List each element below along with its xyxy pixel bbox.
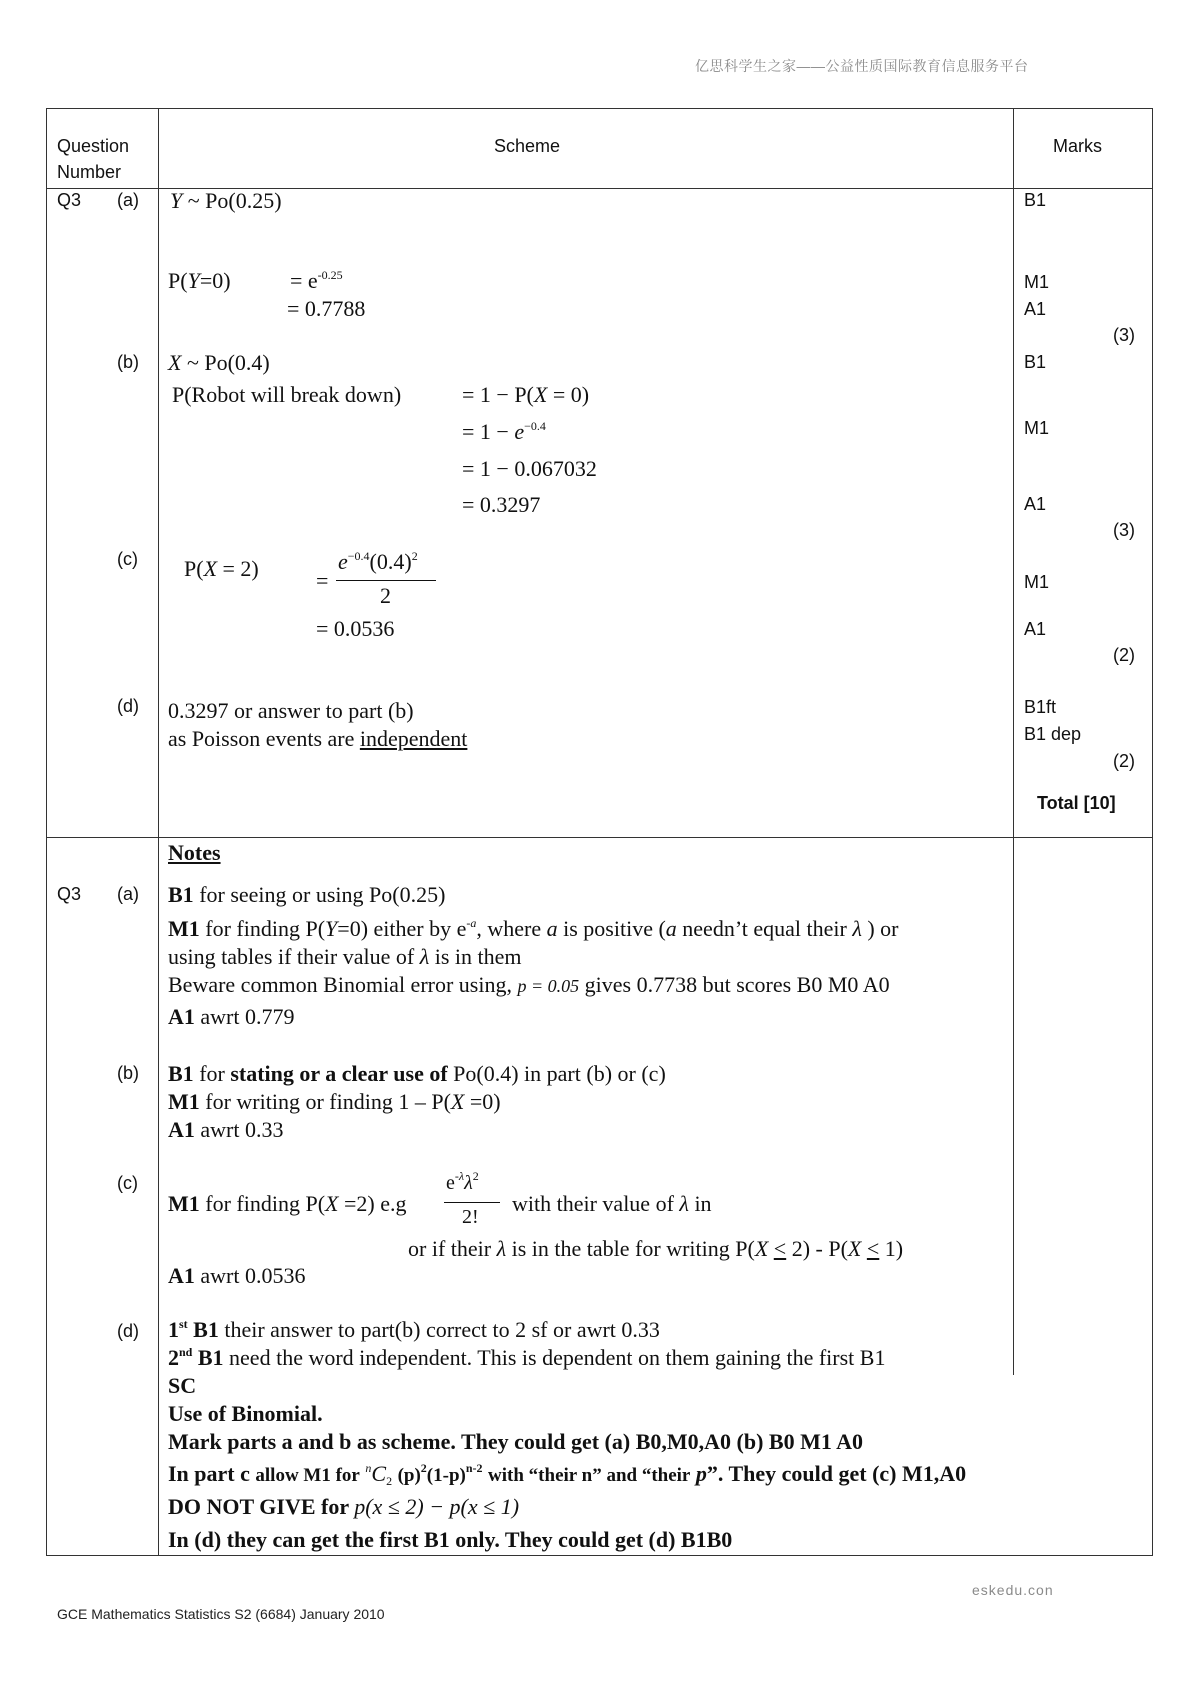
scheme-d-line1: 0.3297 or answer to part (b) [168,698,414,723]
scheme-c-numerator: $e^{-0.4}(0.4)^2$ [338,549,418,574]
watermark-top: 亿思科学生之家——公益性质国际教育信息服务平台 [695,58,1029,74]
notes-d-line2: 2nd B1 need the word independent. This is dependent on them gaining the first B1 [168,1345,886,1370]
table-col-divider-1 [158,108,159,1556]
question-number: Q3 [57,190,82,210]
header-scheme: Scheme [494,136,561,156]
scheme-c-fraction-bar [336,580,436,581]
table-border-right [1152,108,1153,1556]
mark-d-total: (2) [1113,751,1135,771]
notes-c-fraction-numerator: $e^{-\lambda}\lambda^2$ [446,1169,479,1194]
scheme-b-line1: X ~ Po(0.4) [168,350,270,375]
notes-title: Notes [168,840,221,865]
scheme-b-rhs1: = 1 − P(X = 0) [462,382,590,407]
header-number: Number [57,162,122,182]
notes-sc-line5: In (d) they can get the first B1 only. They could get (d) B1B0 [168,1527,733,1552]
mark-a2: M1 [1024,272,1050,292]
notes-c-line1: M1 for finding P(X =2) e.g [168,1191,407,1216]
mark-c-total: (2) [1113,645,1135,665]
mark-a1: B1 [1024,190,1047,210]
scheme-b-lhs: P(Robot will break down) [172,382,402,407]
notes-c-line3: A1 awrt 0.0536 [168,1263,306,1288]
mark-b2: M1 [1024,418,1050,438]
notes-sc-line4: DO NOT GIVE for p(x ≤ 2) − p(x ≤ 1) [168,1494,520,1519]
notes-a-line1: B1 for seeing or using Po(0.25) [168,882,446,907]
notes-sc-line3: In part c allow M1 for $^nC_2$ $(p)^2(1-p)^{n-2}$ with “their n” and “their p”. They could get (c) M1,A0 [168,1461,967,1488]
notes-a-line3: using tables if their value of λ is in them [168,944,522,969]
part-label-c: (c) [117,549,138,569]
mark-b-total: (3) [1113,520,1135,540]
notes-b-line1: B1 for stating or a clear use of Po(0.4) in part (b) or (c) [168,1061,666,1086]
part-label-a: (a) [117,190,139,210]
notes-sc-line2: Mark parts a and b as scheme. They could get (a) B0,M0,A0 (b) B0 M1 A0 [168,1429,864,1454]
header-marks: Marks [1053,136,1102,156]
notes-part-label-c: (c) [117,1173,138,1193]
notes-question-number: Q3 [57,884,82,904]
scheme-a-rhs: = $e^{-0.25}$ [290,268,343,293]
scheme-b-rhs2: = $1 - e^{-0.4}$ [462,419,546,444]
scheme-a-line3: = 0.7788 [287,296,366,321]
notes-part-label-d: (d) [117,1321,139,1341]
scheme-b-rhs3: = 1 − 0.067032 [462,456,597,481]
mark-a-total: (3) [1113,325,1135,345]
table-border-top [46,108,1152,109]
mark-d2: B1 dep [1024,724,1082,744]
notes-part-label-b: (b) [117,1063,139,1083]
scheme-c-equals: = [316,568,329,593]
notes-c-line1-end: with their value of λ in [512,1191,712,1216]
notes-c-fraction-denominator: 2! [462,1206,479,1228]
scheme-d-line2: as Poisson events are independent [168,726,468,751]
notes-a-line5: A1 awrt 0.779 [168,1004,295,1029]
mark-c2: A1 [1024,619,1047,639]
watermark-bottom: eskedu.con [972,1582,1054,1598]
notes-c-line2: or if their λ is in the table for writing P(X < 2) - P(X < 1) [408,1236,904,1261]
scheme-c-denominator: 2 [380,583,391,608]
scheme-c-result: = 0.0536 [316,616,395,641]
mark-b1: B1 [1024,352,1047,372]
mark-b3: A1 [1024,494,1047,514]
page-footer: GCE Mathematics Statistics S2 (6684) January 2010 [57,1606,385,1622]
table-border-left [46,108,47,1556]
mark-a3: A1 [1024,299,1047,319]
notes-a-line4: Beware common Binomial error using, p = 0.05 gives 0.7738 but scores B0 M0 A0 [168,972,890,997]
notes-a-line2: M1 for finding P(Y=0) either by $e^{-a}$, where a is positive (a needn’t equal their λ ) or [168,916,899,941]
mark-c1: M1 [1024,572,1050,592]
mark-d1: B1ft [1024,697,1057,717]
scheme-b-rhs4: = 0.3297 [462,492,541,517]
total-marks: Total [10] [1037,793,1116,813]
notes-b-line2: M1 for writing or finding 1 – P(X =0) [168,1089,501,1114]
header-question: Question [57,136,130,156]
notes-part-label-a: (a) [117,884,139,904]
table-col-divider-2 [1013,108,1014,1375]
scheme-c-lhs: P(X = 2) [184,556,259,581]
part-label-b: (b) [117,352,139,372]
scheme-a-line1: Y ~ Po(0.25) [170,188,282,213]
notes-b-line3: A1 awrt 0.33 [168,1117,284,1142]
scheme-a-line2: P(Y=0) [168,268,231,293]
notes-d-line1: 1st B1 their answer to part(b) correct to 2 sf or awrt 0.33 [168,1317,660,1342]
notes-c-fraction-bar [444,1202,500,1203]
part-label-d: (d) [117,696,139,716]
table-border-bottom [46,1555,1152,1556]
notes-sc-title: SC [168,1373,197,1398]
notes-sc-line1: Use of Binomial. [168,1401,323,1426]
table-section-divider [46,837,1152,838]
